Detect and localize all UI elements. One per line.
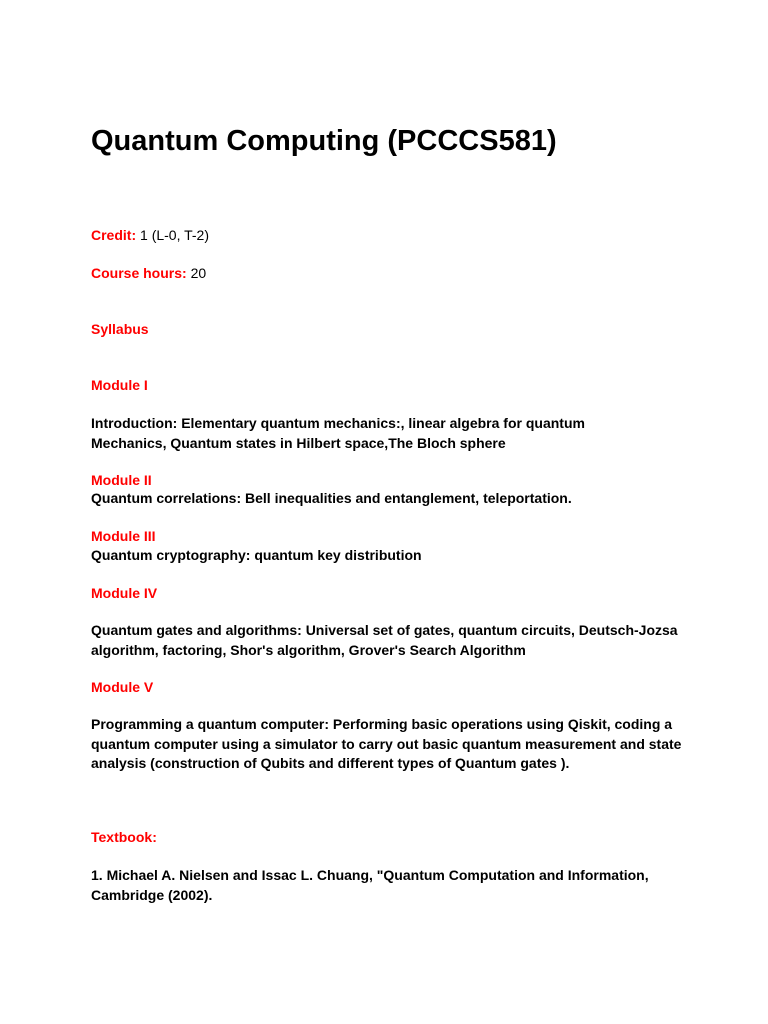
textbook-line: Cambridge (2002). (91, 886, 213, 903)
module-2-content (91, 489, 691, 509)
credit-value: 1 (L-0, T-2) (140, 227, 210, 243)
credit-label: Credit: (91, 227, 137, 243)
module-1-heading: Module I (91, 377, 148, 393)
module-2-heading: Module II (91, 472, 152, 488)
module-5-line: quantum computer using a simulator to carry out basic quantum measurement and state (91, 735, 682, 752)
page-title: Quantum Computing (PCCCS581) (91, 125, 557, 157)
textbook-content (91, 866, 691, 905)
textbook-heading: Textbook: (91, 829, 157, 845)
credit-row (91, 226, 209, 245)
module-5-line: Programming a quantum computer: Performing basic operations using Qiskit, coding a (91, 716, 673, 732)
module-2-line: Quantum correlations: Bell inequalities and entanglement, teleportation. (91, 490, 572, 506)
module-1-line: Introduction: Elementary quantum mechanics:, linear algebra for quantum (91, 415, 585, 431)
course-hours-row (91, 264, 206, 283)
module-5-heading: Module V (91, 679, 154, 695)
module-3-heading: Module III (91, 528, 156, 544)
textbook-line: 1. Michael A. Nielsen and Issac L. Chuang, "Quantum Computation and Information, (91, 867, 649, 883)
module-3-content (91, 546, 691, 566)
module-5-line: analysis (construction of Qubits and different types of Quantum gates ). (91, 755, 570, 771)
module-4-line: algorithm, factoring, Shor's algorithm, Grover's Search Algorithm (91, 641, 526, 658)
module-3-line: Quantum cryptography: quantum key distribution (91, 547, 422, 563)
course-hours-label: Course hours: (91, 265, 187, 281)
syllabus-heading: Syllabus (91, 321, 149, 337)
module-4-heading: Module IV (91, 585, 158, 601)
module-5-content (91, 715, 691, 774)
module-1-line: Mechanics, Quantum states in Hilbert space,The Bloch sphere (91, 434, 506, 451)
module-4-content (91, 621, 691, 660)
course-hours-value: 20 (190, 265, 207, 281)
module-1-content (91, 414, 691, 453)
module-4-line: Quantum gates and algorithms: Universal set of gates, quantum circuits, Deutsch-Jozsa (91, 622, 678, 638)
